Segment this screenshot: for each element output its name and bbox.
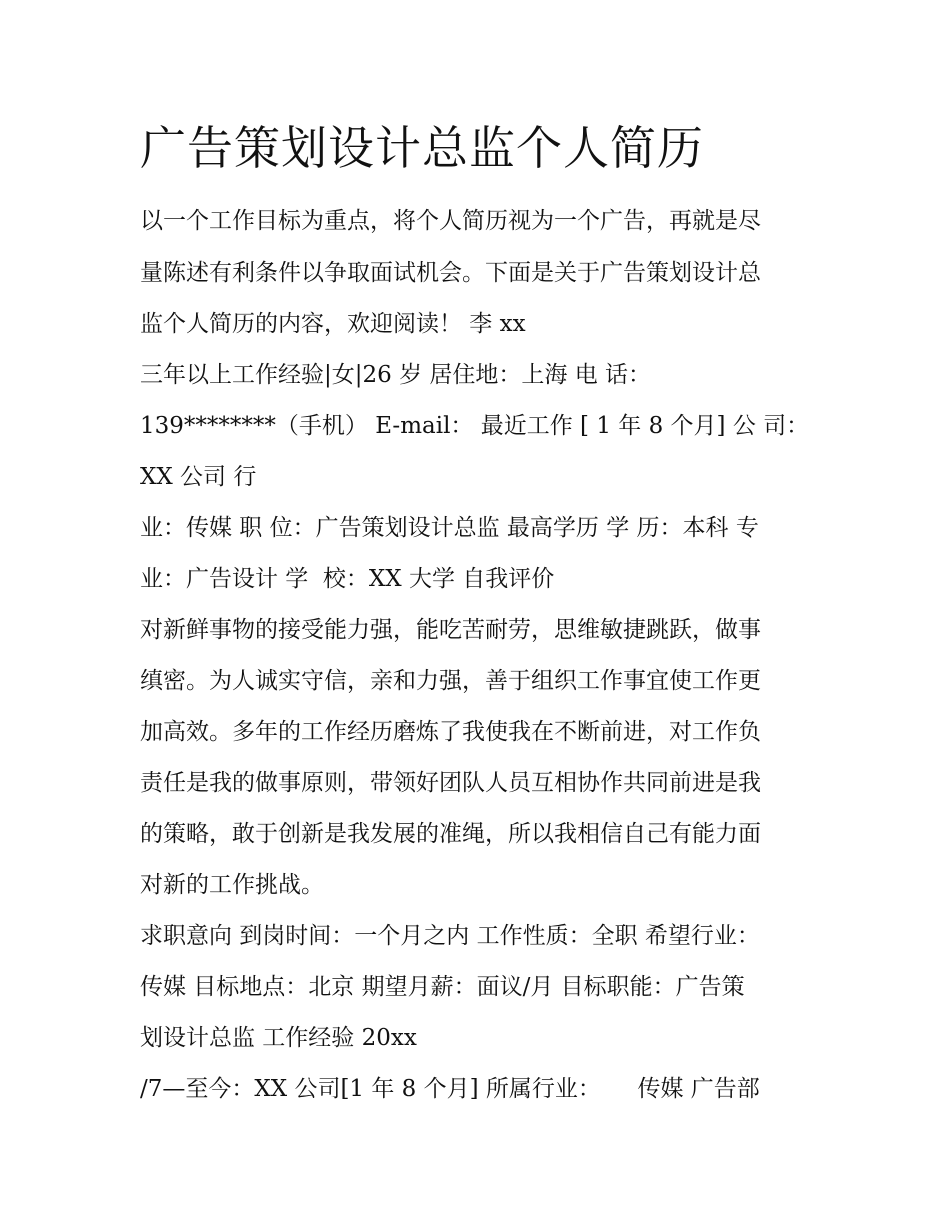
body-line: 三年以上工作经验|女|26 岁 居住地：上海 电 话：: [140, 362, 652, 388]
body-line: 业：广告设计 学 校：XX 大学 自我评价: [140, 566, 555, 592]
body-line: 对新的工作挑战。: [140, 872, 324, 898]
body-line: 求职意向 到岗时间：一个月之内 工作性质：全职 希望行业：: [140, 923, 760, 949]
body-line: 划设计总监 工作经验 20xx: [140, 1025, 417, 1051]
body-line: 责任是我的做事原则，带领好团队人员互相协作共同前进是我: [140, 770, 761, 796]
body-line: /7—至今：XX 公司[1 年 8 个月] 所属行业： 传媒 广告部: [140, 1076, 760, 1102]
body-line: 的策略，敢于创新是我发展的准绳，所以我相信自己有能力面: [140, 821, 761, 847]
body-line: 缜密。为人诚实守信，亲和力强，善于组织工作事宜使工作更: [140, 668, 761, 694]
body-line: 139********（手机） E-mail： 最近工作 [ 1 年 8 个月] 公 司：: [140, 413, 810, 439]
body-line: XX 公司 行: [140, 464, 257, 490]
body-line: 业：传媒 职 位：广告策划设计总监 最高学历 学 历：本科 专: [140, 515, 759, 541]
body-line: 监个人简历的内容，欢迎阅读！ 李 xx: [140, 311, 526, 337]
body-line: 量陈述有利条件以争取面试机会。下面是关于广告策划设计总: [140, 260, 761, 286]
document-title: 广告策划设计总监个人简历: [140, 121, 704, 175]
body-line: 加高效。多年的工作经历磨炼了我使我在不断前进，对工作负: [140, 719, 761, 745]
body-line: 以一个工作目标为重点，将个人简历视为一个广告，再就是尽: [140, 208, 761, 234]
body-line: 对新鲜事物的接受能力强，能吃苦耐劳，思维敏捷跳跃，做事: [140, 617, 761, 643]
body-line: 传媒 目标地点：北京 期望月薪：面议/月 目标职能：广告策: [140, 974, 745, 1000]
